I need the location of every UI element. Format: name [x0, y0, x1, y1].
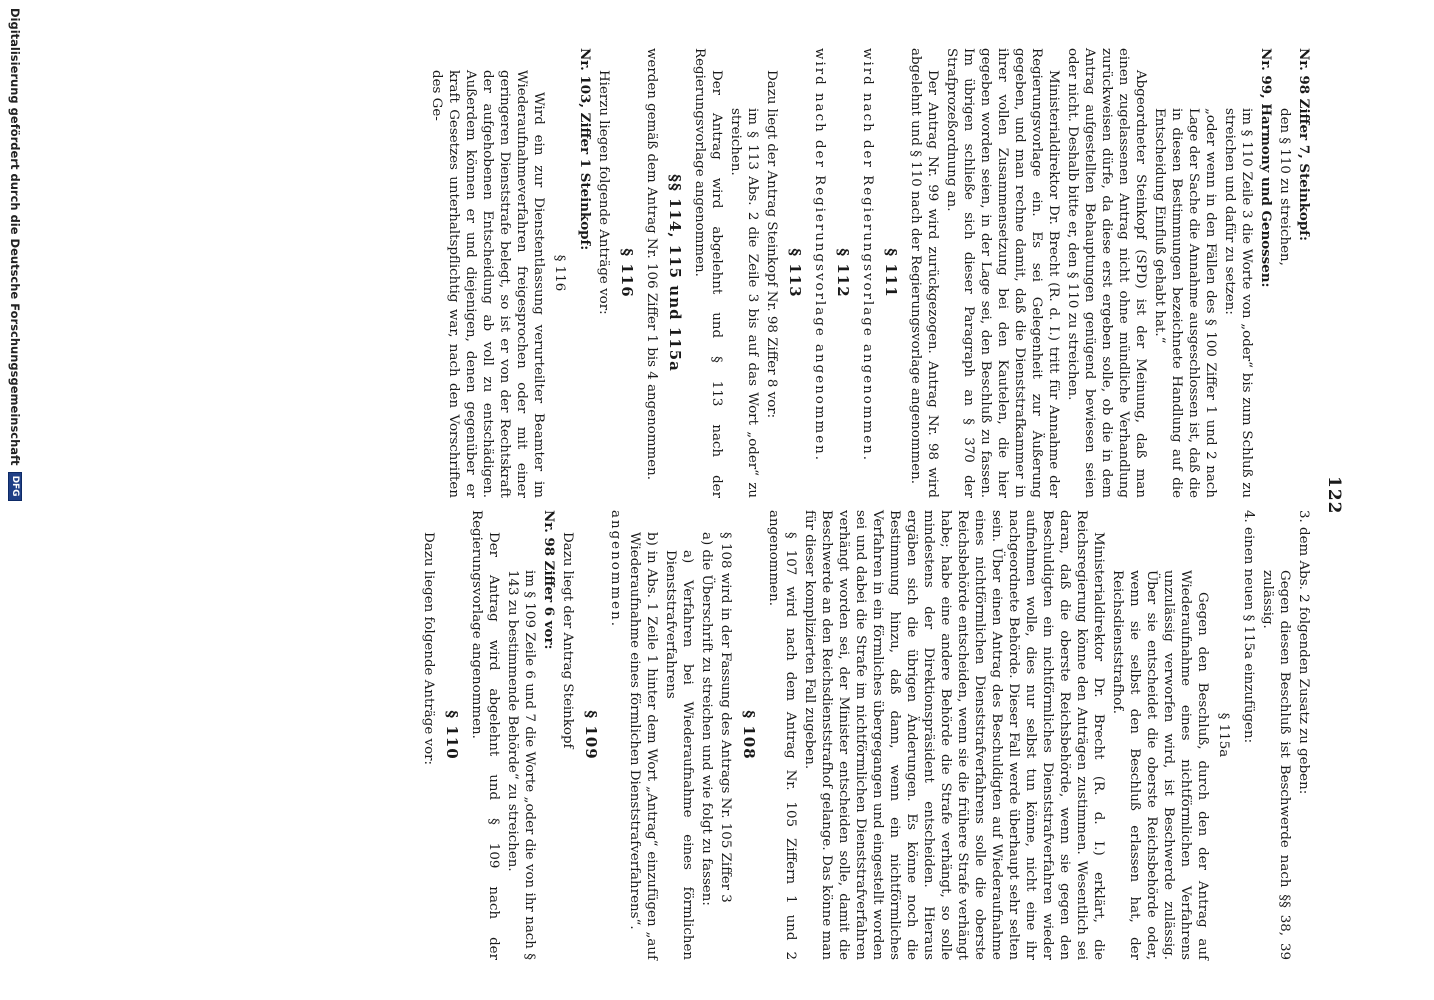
- section-108-b: b) in Abs. 1 Zeile 1 hinter dem Wort „Antrag“ einzufügen „auf Wiederaufnahme eines förmlichen Dienststrafverfahrens“.: [627, 532, 659, 960]
- section-113-heading: § 113: [786, 248, 804, 298]
- section-114-result: werden gemäß dem Antrag Nr. 106 Ziffer 1 bis 4 angenommen.: [644, 48, 659, 481]
- section-110-heading: § 110: [443, 710, 461, 760]
- section-114-heading: §§ 114, 115 und 115a: [666, 174, 684, 372]
- section-108-text: § 108 wird in der Fassung des Antrags Nr. 105 Ziffer 3: [718, 532, 733, 903]
- section-116-heading: § 116: [618, 248, 636, 298]
- section-113-intro: Dazu liegt der Antrag Steinkopf Nr. 98 Ziffer 8 vor:: [764, 70, 779, 419]
- section-111-result: wird nach der Regierungsvorlage angenommen.: [860, 48, 875, 463]
- section-110-intro: Dazu liegen folgende Anträge vor:: [421, 532, 436, 766]
- section-108-heading: § 108: [740, 710, 758, 760]
- section-112-heading: § 112: [834, 248, 852, 298]
- item-4: 4. einen neuen § 115a einzufügen:: [1241, 510, 1256, 744]
- section-116-intro: Hierzu liegen folgende Anträge vor:: [596, 70, 611, 315]
- nr99-text: im § 110 Zeile 3 die Worte von „oder“ bis zum Schluß zu streichen und dafür zu setzen:: [1222, 108, 1254, 498]
- section-107-result: § 107 wird nach dem Antrag Nr. 105 Ziffern 1 und 2 angenommen.: [766, 510, 798, 960]
- section-113-result: Der Antrag wird abgelehnt und § 113 nach der Regierungsvorlage angenommen.: [692, 48, 724, 498]
- footer-text: Digitalisierung gefördert durch die Deutsche Forschungsgemeinschaft: [8, 8, 22, 466]
- page-number: 122: [1324, 476, 1344, 515]
- section-109-text: im § 109 Zeile 6 und 7 die Worte „oder die von ihr nach § 143 zu bestimmende Behörde“ zu streichen.: [505, 570, 537, 960]
- nr98-7: Nr. 98 Ziffer 7, Steinkopf:: [1296, 48, 1312, 241]
- section-108-a: a) die Überschrift zu streichen und wie folgt zu fassen:: [699, 532, 714, 906]
- section-109-heading: § 109: [582, 710, 600, 760]
- section-115a-heading: § 115a: [1216, 712, 1231, 758]
- section-113-text: im § 113 Abs. 2 die Zeile 3 bis auf das Wort „oder“ zu streichen.: [728, 108, 760, 498]
- section-116-nr: Nr. 103, Ziffer 1 Steinkopf:: [577, 48, 593, 251]
- brecht-statement: Ministerialdirektor Dr. Brecht (R. d. I.) erklärt, die Reichsregierung könne den Anträgen zustimmen. Wesentlich sei daran, daß die oberste Reichsbehörde, wenn sie gegen den Beschuldigten ein nichtförmliches Dienststrafverfahren wieder aufnehmen wolle, dies nur selbst tun könne, nicht eine ihr nachgeordnete Behörde. Dieser Fall werde überhaupt sehr selten sein. Über einen Antrag des Beschuldigten auf Wiederaufnahme eines nichtförmlichen Dienststrafverfahrens solle die oberste Reichsbehörde entscheiden, wenn sie die frühere Strafe verhängt habe; habe eine andere Behörde die Strafe verhängt, so solle mindestens der Direktionspräsident entscheiden. Hieraus ergäben sich die übrigen Änderungen. Es könne noch die Bestimmung hinzu, daß dann, wenn ein nichtförmliches Verfahren in ein förmliches übergegangen und eingestellt worden sei und dabei die Strafe im nichtförmlichen Dienststrafverfahren verhängt worden sei, der Minister entscheiden solle, damit die Beschwerde an den Reichsdienststrafhof gelange. Das könne man für dieser komplizierten Fall zugeben.: [802, 510, 1106, 960]
- nr99-quote: „oder wenn in den Fällen des § 100 Ziffer 1 und 2 nach Lage der Sache die Annahme ausgeschlossen ist, daß die in diesen Bestimmungen bezeichnete Handlung auf die Entscheidung Einfluß gehabt hat.“: [1152, 108, 1218, 498]
- item-3: 3. dem Abs. 2 folgenden Zusatz zu geben:: [1296, 510, 1311, 795]
- left-column: [418, 510, 1312, 960]
- section-108-end: angenommen.: [608, 510, 623, 628]
- nr98-7-text: den § 110 zu streichen,: [1277, 108, 1292, 266]
- item-3-text: Gegen diesen Beschluß ist Beschwerde nach §§ 38, 39 zulässig.: [1260, 570, 1292, 960]
- section-115a-text: Gegen den Beschluß, durch den der Antrag auf Wiederaufnahme eines nichtförmlichen Verfahrens unzulässig verworfen wird, ist Beschwerde zulässig. Über sie entscheidet die oberste Reichsbehörde oder, wenn sie selbst den Beschluß erlassen hat, der Reichsdienststrafhof.: [1110, 570, 1210, 960]
- right-column: [426, 48, 1312, 498]
- section-110-result: Der Antrag Nr. 99 wird zurückgezogen. Antrag Nr. 98 wird abgelehnt und § 110 nach der Regierungsvorlage angenommen.: [908, 48, 940, 498]
- steinkopf-statement: Abgeordneter Steinkopf (SPD) ist der Meinung, daß man einen zugelassenen Antrag nicht ohne mündliche Verhandlung zurückweisen dürfe, da diese erst ergeben solle, ob die in dem Antrag aufgestellten Behauptungen genügend bewiesen seien oder nicht. Deshalb bitte er, den § 110 zu streichen.: [1065, 48, 1148, 498]
- brecht-statement-2: Ministerialdirektor Dr. Brecht (R. d. I.) tritt für Annahme der Regierungsvorlage ein. Es sei Gelegenheit zur Äußerung gegeben, und man rechne damit, daß die Dienststrafkammer in ihrer vollen Zusammensetzung bei den Kautelen, die hier gegeben worden seien, in der Lage sei, den Beschluß zu fassen. Im übrigen schließe sich dieser Paragraph an § 370 der Strafprozeßordnung an.: [944, 48, 1061, 498]
- section-108-a-quote: a) Verfahren bei Wiederaufnahme eines förmlichen Dienststrafverfahrens: [663, 550, 695, 960]
- section-109-result: Der Antrag wird abgelehnt und § 109 nach der Regierungsvorlage angenommen.: [469, 510, 501, 960]
- section-116-sub-heading: § 116: [552, 254, 567, 292]
- section-112-result: wird nach der Regierungsvorlage angenommen.: [812, 48, 827, 463]
- digitization-footer: [8, 8, 22, 988]
- section-109-nr: Nr. 98 Ziffer 6 vor:: [541, 510, 557, 650]
- dfg-logo: DFG: [8, 472, 22, 501]
- section-116-text: Wird ein zur Dienstentlassung verurteilter Beamter im Wiederaufnahmeverfahren freigesprochen oder mit einer geringeren Dienststrafe belegt, so ist er von der Rechtskraft der aufgehobenen Entscheidung ab voll zu entschädigen. Außerdem können er und diejenigen, denen gegenüber er kraft Gesetzes unterhaltspflichtig war, nach den Vorschriften des Ge-: [429, 70, 546, 498]
- section-109-intro: Dazu liegt der Antrag Steinkopf: [560, 532, 575, 749]
- nr99: Nr. 99, Harmony und Genossen:: [1258, 48, 1274, 288]
- section-111-heading: § 111: [882, 248, 900, 298]
